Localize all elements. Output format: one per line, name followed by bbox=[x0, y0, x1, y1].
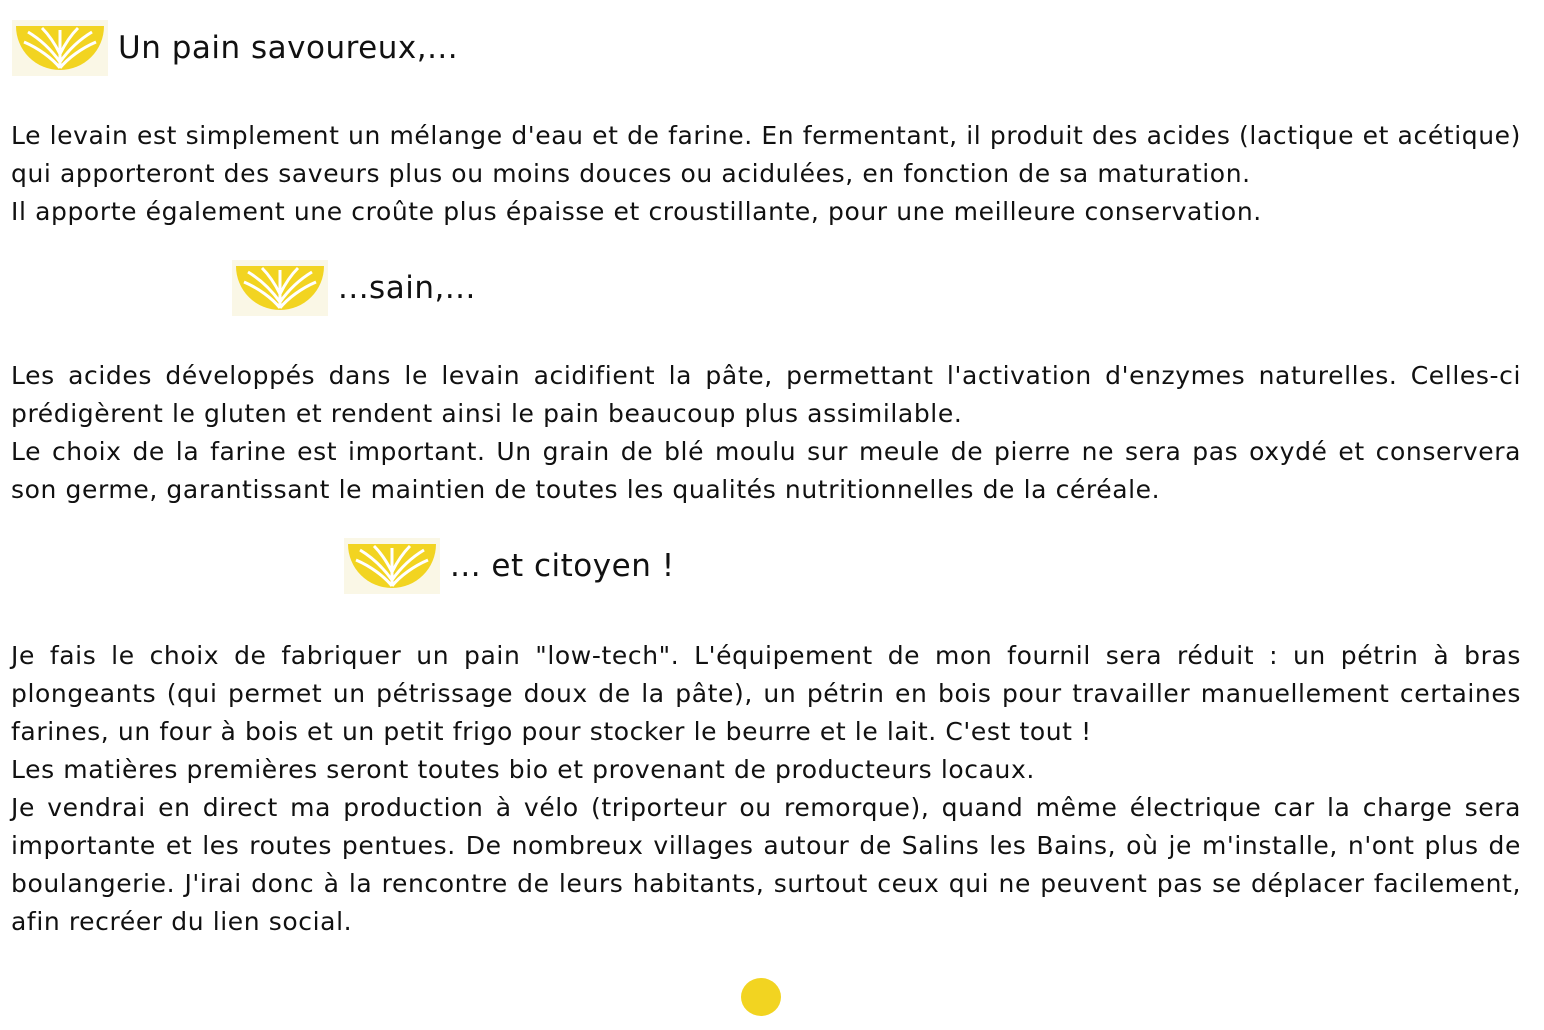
wheat-sun-icon bbox=[12, 20, 108, 76]
section-heading-text: ... et citoyen ! bbox=[450, 548, 675, 584]
section-heading-citoyen bbox=[344, 534, 675, 598]
paragraph: Il apporte également une croûte plus épaisse et croustillante, pour une meilleure conservation. bbox=[11, 197, 1262, 226]
paragraph: Le levain est simplement un mélange d'eau et de farine. En fermentant, il produit des acides (lactique et acétique) qui apporteront des saveurs plus ou moins douces ou acidulées, en fonction de sa maturation. bbox=[11, 121, 1521, 188]
section-heading-sain bbox=[232, 256, 476, 320]
section-body-citoyen bbox=[11, 637, 1521, 941]
paragraph: Je vendrai en direct ma production à vélo (triporteur ou remorque), quand même électrique car la charge sera importante et les routes pentues. De nombreux villages autour de Salins les Bains, où je m'installe, n'ont plus de boulangerie. J'irai donc à la rencontre de leurs habitants, surtout ceux qui ne peuvent pas se déplacer facilement, afin recréer du lien social. bbox=[11, 793, 1521, 936]
wheat-sun-icon bbox=[344, 538, 440, 594]
paragraph: Les matières premières seront toutes bio et provenant de producteurs locaux. bbox=[11, 755, 1035, 784]
section-heading-text: Un pain savoureux,... bbox=[118, 30, 459, 66]
section-body-sain bbox=[11, 357, 1521, 509]
decorative-dot-icon bbox=[741, 978, 781, 1016]
wheat-sun-icon bbox=[232, 260, 328, 316]
section-heading-text: ...sain,... bbox=[338, 270, 476, 306]
section-heading-savoureux bbox=[12, 16, 458, 80]
paragraph: Les acides développés dans le levain acidifient la pâte, permettant l'activation d'enzymes naturelles. Celles-ci prédigèrent le gluten et rendent ainsi le pain beaucoup plus assimilable. bbox=[11, 361, 1521, 428]
paragraph: Le choix de la farine est important. Un grain de blé moulu sur meule de pierre ne sera pas oxydé et conservera son germe, garantissant le maintien de toutes les qualités nutritionnelles de la céréale. bbox=[11, 437, 1521, 504]
section-body-savoureux bbox=[11, 117, 1521, 231]
paragraph: Je fais le choix de fabriquer un pain "low-tech". L'équipement de mon fournil sera réduit : un pétrin à bras plongeants (qui permet un pétrissage doux de la pâte), un pétrin en bois pour travailler manuellement certaines farines, un four à bois et un petit frigo pour stocker le beurre et le lait. C'est tout ! bbox=[11, 641, 1521, 746]
